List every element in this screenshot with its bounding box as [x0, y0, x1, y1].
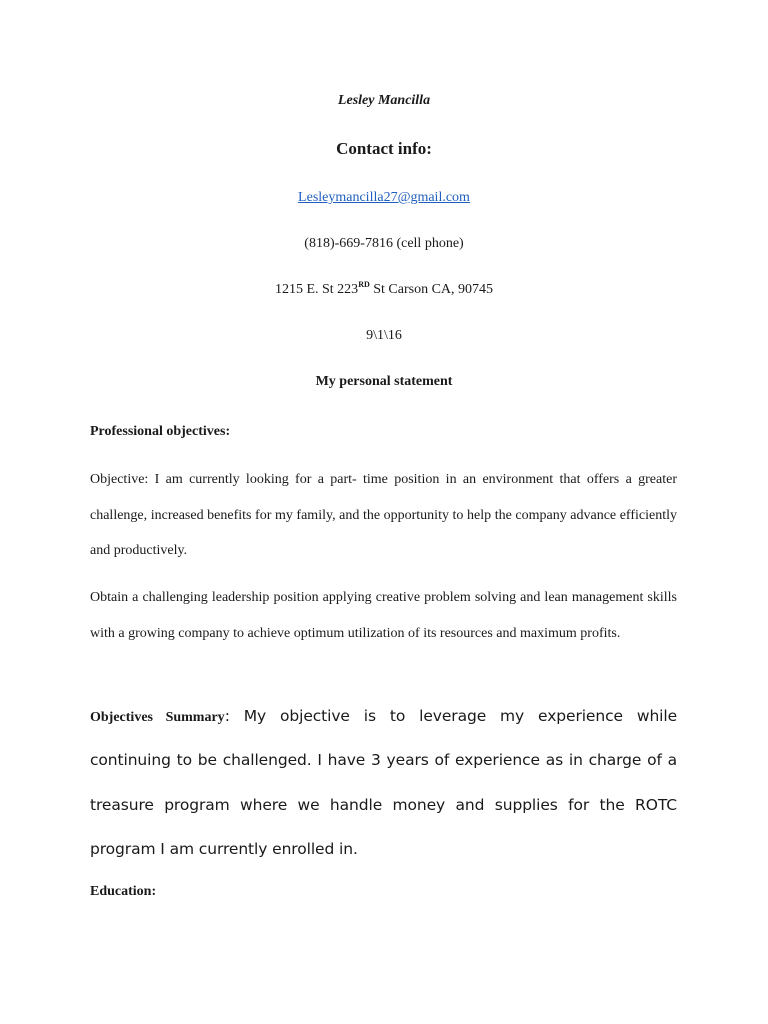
phone-number: (818)-669-7816 (cell phone) [304, 236, 464, 251]
objectives-summary-paragraph [90, 695, 677, 872]
email-link-row [0, 190, 768, 206]
statement-title: My personal statement [315, 374, 453, 389]
objectives-summary-text: My objective is to leverage my experience while continuing to be challenged. I have 3 years of experience as in charge of a treasure program where we handle money and supplies for the ROTC program I am currently enrolled in. [90, 707, 678, 858]
objectives-summary-label: Objectives Summary [90, 710, 225, 725]
address-street: 1215 E. St 223 [274, 282, 359, 297]
contact-info-heading: Contact info: [336, 139, 432, 158]
address [0, 282, 768, 298]
document-date: 9\1\16 [366, 328, 402, 343]
email-link[interactable]: Lesleymancilla27@gmail.com [298, 190, 470, 205]
author-name: Lesley Mancilla [337, 93, 431, 108]
address-city: St Carson CA, 90745 [369, 282, 494, 297]
address-ordinal-suffix: RD [358, 280, 370, 289]
objective-paragraph-1: Objective: I am currently looking for a part- time position in an environment that offers a greater challenge, increased benefits for my family, and the opportunity to help the company advance efficiently and productively. [90, 472, 677, 558]
objective-paragraph-2: Obtain a challenging leadership position applying creative problem solving and lean management skills with a growing company to achieve optimum utilization of its resources and maximum profits. [90, 590, 677, 641]
professional-objectives-heading: Professional objectives: [90, 424, 231, 439]
objectives-summary-separator: : [224, 707, 244, 725]
education-heading: Education: [90, 884, 157, 899]
